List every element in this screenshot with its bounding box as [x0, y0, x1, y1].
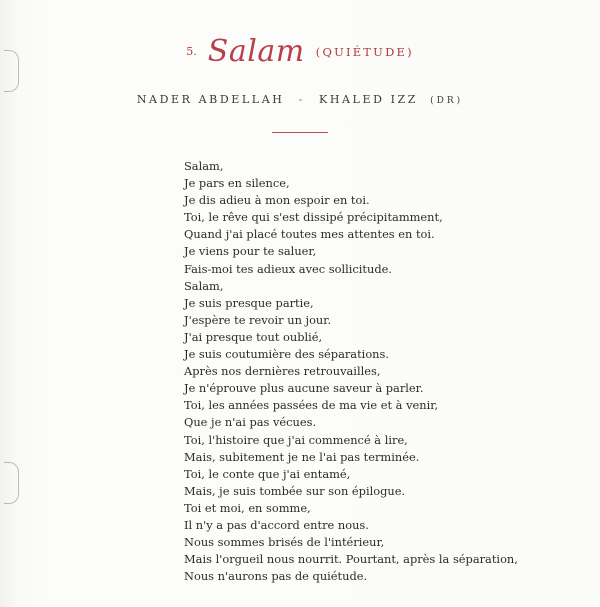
lyric-line: Il n'y a pas d'accord entre nous. — [184, 517, 369, 532]
lyric-line: Salam, — [184, 278, 224, 293]
track-title: Salam — [207, 34, 305, 69]
lyric-line: Après nos dernières retrouvailles, — [184, 364, 381, 379]
lyricist-name: KHALED IZZ — [319, 93, 419, 106]
lyrics-block — [184, 158, 518, 585]
rights-note: (DR) — [430, 96, 464, 106]
lyric-line: Toi, l'histoire que j'ai commencé à lire, — [184, 432, 408, 447]
track-credits — [0, 93, 600, 106]
track-subtitle: (QUIÉTUDE) — [315, 44, 414, 59]
lyric-line: Toi, le conte que j'ai entamé, — [184, 466, 351, 481]
lyric-line: Fais-moi tes adieux avec sollicitude. — [184, 261, 393, 276]
credits-separator: - — [298, 93, 305, 106]
lyric-line: Je dis adieu à mon espoir en toi. — [184, 193, 370, 208]
lyric-line: Nous n'aurons pas de quiétude. — [184, 569, 368, 584]
lyric-line: Mais, je suis tombée sur son épilogue. — [184, 483, 406, 498]
track-heading — [0, 34, 600, 69]
lyric-line: Toi, le rêve qui s'est dissipé précipitamment, — [184, 210, 443, 225]
lyric-line: Je pars en silence, — [184, 176, 290, 191]
lyric-line: J'ai presque tout oublié, — [184, 329, 323, 344]
lyric-line: Je n'éprouve plus aucune saveur à parler. — [184, 381, 424, 396]
lyric-line: Mais l'orgueil nous nourrit. Pourtant, après la séparation, — [184, 552, 518, 567]
lyric-line: Toi, les années passées de ma vie et à venir, — [184, 398, 439, 413]
lyric-line: Je suis coutumière des séparations. — [184, 347, 389, 362]
lyric-line: Je suis presque partie, — [184, 295, 314, 310]
lyric-line: Que je n'ai pas vécues. — [184, 415, 317, 430]
composer-name: NADER ABDELLAH — [136, 93, 285, 106]
lyric-line: Mais, subitement je ne l'ai pas terminée. — [184, 449, 420, 464]
lyric-line: Quand j'ai placé toutes mes attentes en toi. — [184, 227, 435, 242]
lyric-line: Je viens pour te saluer, — [184, 244, 317, 259]
lyric-line: Toi et moi, en somme, — [184, 500, 311, 515]
track-number: 5. — [186, 45, 197, 58]
lyric-line: Nous sommes brisés de l'intérieur, — [184, 535, 385, 550]
lyric-line: J'espère te revoir un jour. — [184, 312, 332, 327]
divider-rule — [272, 132, 328, 133]
lyric-line: Salam, — [184, 159, 224, 173]
binding-wire — [4, 462, 19, 504]
